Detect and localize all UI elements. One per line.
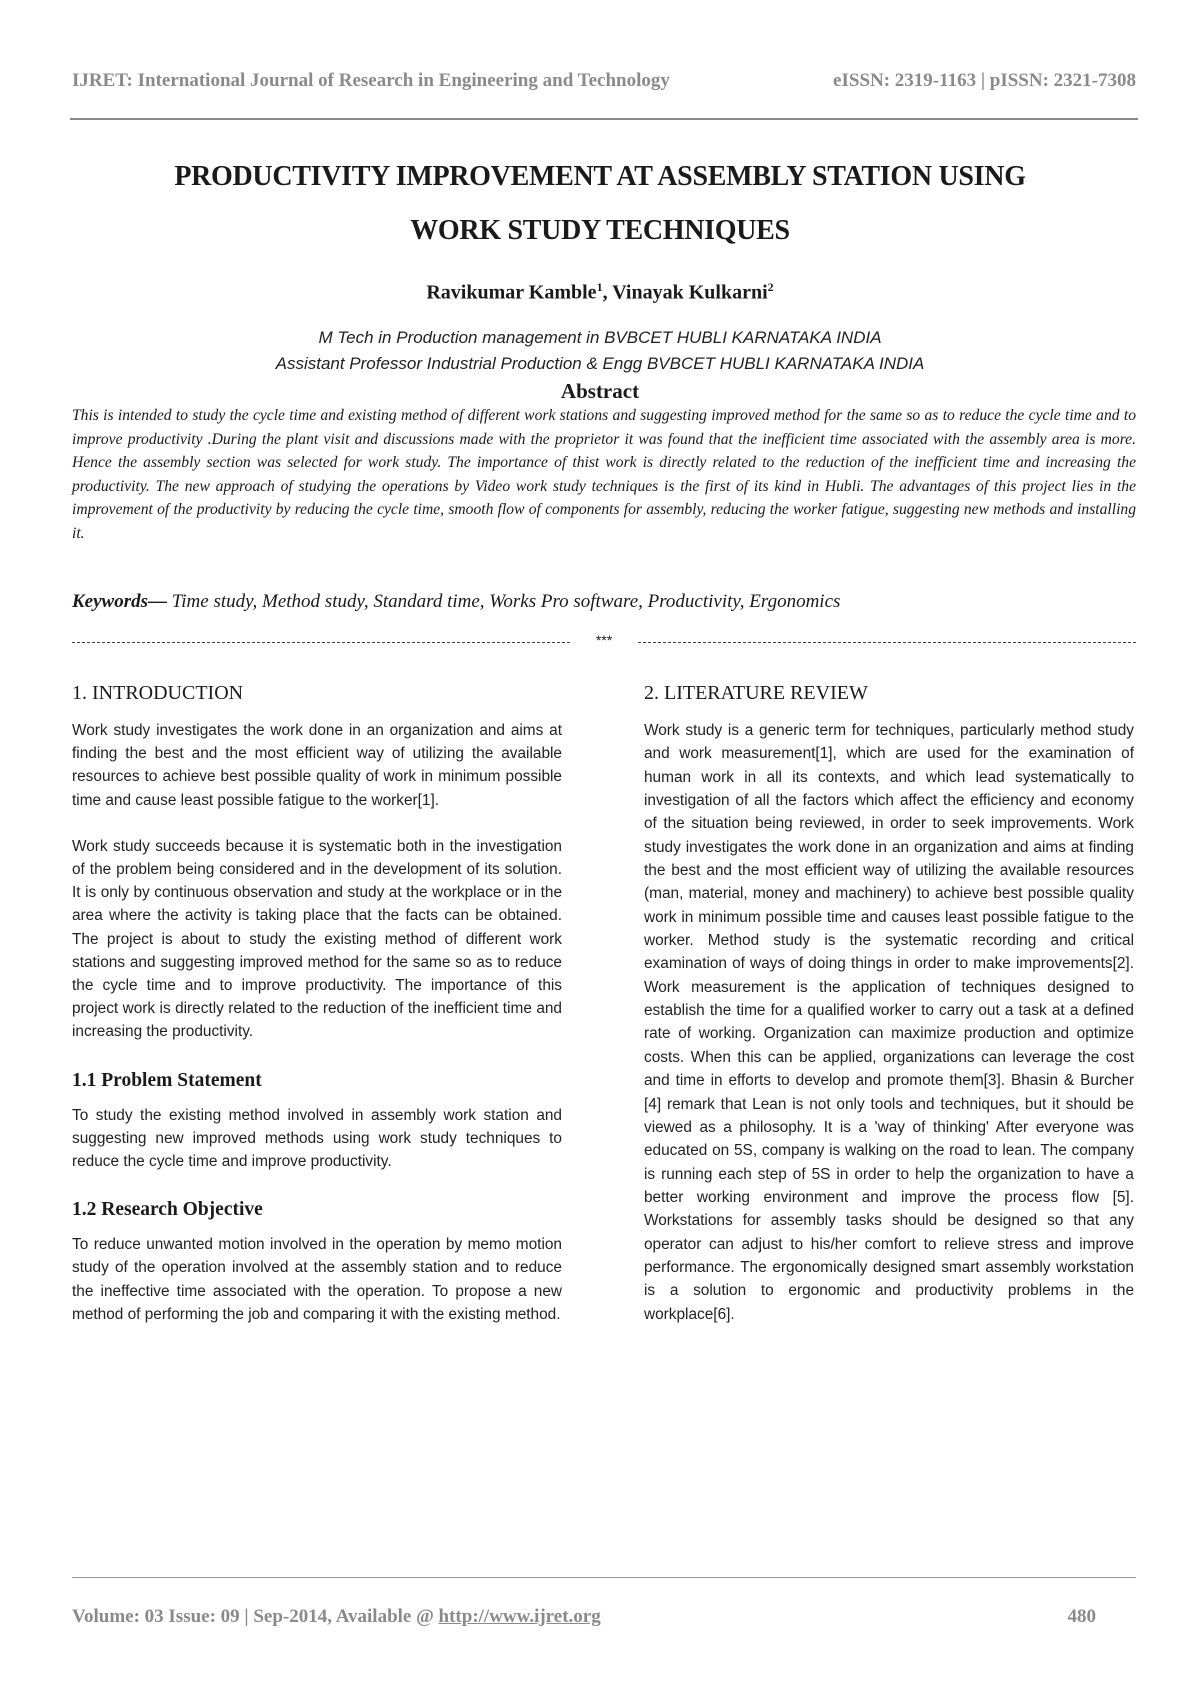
separator-dash-left — [72, 642, 570, 643]
abstract-heading: Abstract — [560, 379, 640, 403]
introduction-paragraph-1: Work study investigates the work done in an organization and aims at finding the best and the most efficient way of utilizing the available resources to achieve best possible quality of work in minimum possible time and cause least possible fatigue to the worker[1]. — [72, 722, 562, 809]
page-number: 480 — [1067, 1606, 1096, 1627]
header-rule — [70, 118, 1138, 120]
separator-stars: *** — [595, 632, 613, 648]
introduction-heading: 1. INTRODUCTION — [72, 682, 244, 704]
author-1: Ravikumar Kamble — [426, 281, 597, 304]
left-column — [72, 682, 562, 1349]
paper-title-line-2: WORK STUDY TECHNIQUES — [410, 215, 790, 246]
page-header — [72, 70, 1136, 100]
paper-title-line-1: PRODUCTIVITY IMPROVEMENT AT ASSEMBLY STATION USING — [174, 161, 1026, 192]
footer-rule — [72, 1577, 1136, 1578]
author-1-affiliation-mark: 1 — [596, 280, 603, 294]
problem-statement-heading: 1.1 Problem Statement — [72, 1069, 262, 1091]
affiliation-2: Assistant Professor Industrial Production & Engg BVBCET HUBLI KARNATAKA INDIA — [275, 354, 925, 373]
journal-link[interactable]: http://www.ijret.org — [438, 1606, 601, 1627]
author-2-affiliation-mark: 2 — [767, 280, 774, 294]
author-separator: , — [602, 281, 613, 304]
abstract-body: This is intended to study the cycle time and existing method of different work stations and suggesting improved method for the same so as to reduce the cycle time and to improve productivity .During the plant visit and discussions made with the proprietor it was found that the inefficient time associated with the assembly area is more. Hence the assembly section was selected for work study. The importance of thist work is directly related to the reduction of the inefficient time and increasing the productivity. The new approach of studying the operations by Video work study techniques is the first of its kind in Hubli. The advantages of this project lies in the improvement of the productivity by reducing the cycle time, smooth flow of components for assembly, reducing the worker fatigue, suggesting new methods and installing it. — [72, 407, 1136, 542]
page-footer — [72, 1606, 1096, 1628]
problem-statement-text: To study the existing method involved in assembly work station and suggesting new improved methods using work study techniques to reduce the cycle time and improve productivity. — [72, 1106, 562, 1171]
research-objective-text: To reduce unwanted motion involved in the operation by memo motion study of the operation involved at the assembly station and to reduce the ineffective time associated with the operation. To propose a new method of performing the job and comparing it with the existing method. — [72, 1236, 562, 1323]
research-objective-heading: 1.2 Research Objective — [72, 1199, 263, 1221]
literature-review-heading: 2. LITERATURE REVIEW — [644, 682, 868, 704]
issn-info: eISSN: 2319-1163 | pISSN: 2321-7308 — [833, 70, 1136, 91]
volume-info: Volume: 03 Issue: 09 | Sep-2014, Available @ — [72, 1606, 439, 1627]
section-separator — [72, 630, 1136, 650]
literature-review-text: Work study is a generic term for techniques, particularly method study and work measurement[1], which are used for the examination of human work in all its contexts, and which lead systematically to investigation of all the factors which affect the efficiency and economy of the situation being reviewed, in order to seek improvements. Work study investigates the work done in an organization and aims at finding the best and the most efficient way of utilizing the available resources (man, material, money and machinery) to achieve best possible quality work in minimum possible time and causes least possible fatigue to the worker. Method study is the systematic recording and critical examination of ways of doing things in order to make improvements[2]. Work measurement is the application of techniques designed to establish the time for a qualified worker to carry out a task at a defined rate of working. Organization can maximize production and optimize costs. When this can be applied, organizations can leverage the cost and time in efforts to develop and promote them[3]. Bhasin & Burcher [4] remark that Lean is not only tools and techniques, but it should be viewed as a philosophy. It is a 'way of thinking' After everyone was educated on 5S, company is walking on the road to lean. The company is running each step of 5S in order to help the organization to have a better working environment and improve the process flow [5]. Workstations for assembly tasks should be designed so that any operator can adjust to his/her comfort to relieve stress and improve performance. The ergonomically designed smart assembly workstation is a solution to ergonomic and productivity problems in the workplace[6]. — [644, 722, 1134, 1323]
paper-title — [60, 150, 1140, 258]
journal-name: IJRET: International Journal of Research in Engineering and Technology — [72, 70, 670, 91]
right-column — [644, 682, 1134, 1349]
author-list — [60, 280, 1140, 305]
keywords-text: Time study, Method study, Standard time, Works Pro software, Productivity, Ergonomics — [167, 591, 841, 612]
affiliation-1: M Tech in Production management in BVBCET HUBLI KARNATAKA INDIA — [318, 328, 882, 347]
keywords — [72, 591, 1136, 613]
author-2: Vinayak Kulkarni — [612, 281, 768, 304]
separator-dash-right — [638, 642, 1136, 643]
keywords-label: Keywords— — [72, 591, 167, 612]
introduction-paragraph-2: Work study succeeds because it is systematic both in the investigation of the problem being considered and in the development of its solution. It is only by continuous observation and study at the workplace or in the area where the activity is taking place that the facts can be obtained. The project is about to study the existing method of different work stations and suggesting improved method for the same so as to reduce the cycle time and to improve productivity. The importance of this project work is directly related to the reduction of the inefficient time and increasing the productivity. — [72, 837, 562, 1041]
